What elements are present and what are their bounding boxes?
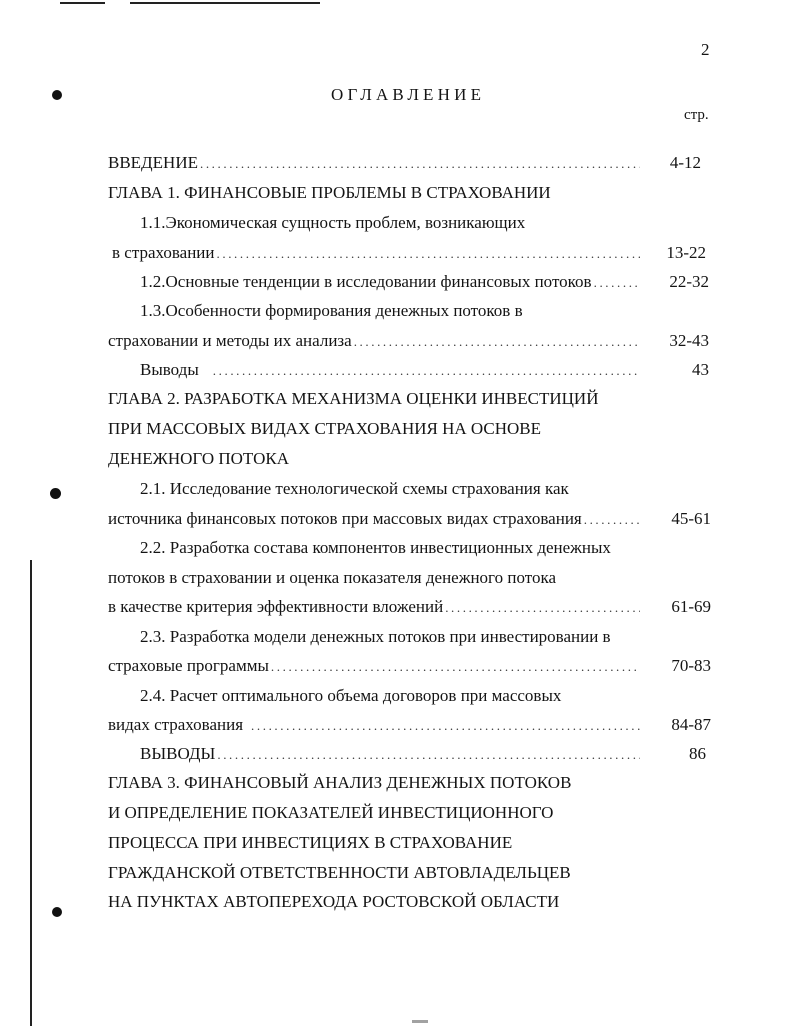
toc-entry-text: ГЛАВА 2. РАЗРАБОТКА МЕХАНИЗМА ОЦЕНКИ ИНВЕСТИЦИЙ [108,389,599,408]
toc-entry-text: видах страхования [108,715,244,734]
toc-chapter-3-line3 [108,832,512,854]
toc-entry-2-1-line1 [140,478,569,500]
toc-chapter-3-line5 [108,891,559,913]
toc-page-number: 43 [692,360,709,379]
toc-entry-text: ГЛАВА 3. ФИНАНСОВЫЙ АНАЛИЗ ДЕНЕЖНЫХ ПОТОКОВ [108,773,572,792]
toc-chapter-3-line4 [108,862,571,884]
scan-edge-left [30,560,32,1026]
leader-dots [217,744,640,766]
scan-smear [412,1020,428,1023]
toc-entry-2-3-line2 [108,655,642,677]
binder-hole-1 [52,90,62,100]
toc-page-number: 45-61 [671,509,711,528]
leader-dots [354,331,640,353]
toc-entry-1-2 [140,271,642,293]
toc-entry-text: в качестве критерия эффективности вложений [108,597,444,616]
toc-entry-text: 2.2. Разработка состава компонентов инвестиционных денежных [140,538,611,557]
toc-entry-text: источника финансовых потоков при массовых видах страхования [108,509,582,528]
toc-entry-text: ГРАЖДАНСКОЙ ОТВЕТСТВЕННОСТИ АВТОВЛАДЕЛЬЦЕВ [108,863,571,882]
toc-entry-1-1-line2 [112,242,642,264]
toc-entry-intro [108,152,642,174]
toc-chapter-1 [108,182,551,204]
toc-entry-1-3-line1 [140,300,523,322]
toc-page-number: 86 [689,744,706,763]
toc-page-number: 22-32 [669,272,709,291]
scan-edge-top-left [60,2,105,4]
toc-entry-text: ВЫВОДЫ [140,744,216,763]
toc-entry-text: 2.3. Разработка модели денежных потоков при инвестировании в [140,627,611,646]
leader-dots [251,715,640,737]
page-column-label: стр. [684,107,709,123]
toc-entry-2-4-line1 [140,685,561,707]
toc-entry-text: 2.1. Исследование технологической схемы страхования как [140,479,569,498]
toc-chapter-2-line1 [108,388,599,410]
toc-entry-2-4-line2 [108,714,642,736]
page-title: ОГЛАВЛЕНИЕ [331,85,486,104]
toc-page-number: 61-69 [671,597,711,616]
leader-dots [594,272,640,294]
toc-entry-text: 2.4. Расчет оптимального объема договоров при массовых [140,686,562,705]
leader-dots [213,360,640,382]
toc-entry-text: страховые программы [108,656,269,675]
toc-entry-text: НА ПУНКТАХ АВТОПЕРЕХОДА РОСТОВСКОЙ ОБЛАСТИ [108,892,560,911]
leader-dots [584,509,640,531]
toc-entry-conclusions-2 [140,743,642,765]
binder-hole-2 [50,488,61,499]
toc-entry-2-2-line1 [140,537,611,559]
toc-entry-2-1-line2 [108,508,642,530]
toc-page-number: 4-12 [669,153,701,172]
leader-dots [445,597,640,619]
toc-entry-text: в страховании [112,243,215,262]
toc-entry-conclusions-1 [140,359,642,381]
toc-page-number: 84-87 [671,715,711,734]
toc-entry-text: ГЛАВА 1. ФИНАНСОВЫЕ ПРОБЛЕМЫ В СТРАХОВАНИИ [108,183,551,202]
toc-entry-text: И ОПРЕДЕЛЕНИЕ ПОКАЗАТЕЛЕЙ ИНВЕСТИЦИОННОГО [108,803,554,822]
toc-page-number: 70-83 [671,656,711,675]
toc-chapter-3-line2 [108,802,553,824]
toc-entry-text: ПРОЦЕССА ПРИ ИНВЕСТИЦИЯХ В СТРАХОВАНИЕ [108,833,513,852]
toc-entry-text: 1.3.Особенности формирования денежных потоков в [140,301,523,320]
toc-entry-text: 1.1.Экономическая сущность проблем, возникающих [140,213,526,232]
toc-chapter-3-line1 [108,772,571,794]
toc-entry-text: потоков в страховании и оценка показателя денежного потока [108,568,556,587]
toc-chapter-2-line3 [108,448,289,470]
binder-hole-3 [52,907,62,917]
leader-dots [271,656,640,678]
toc-entry-2-3-line1 [140,626,611,648]
toc-entry-1-3-line2 [108,330,642,352]
toc-entry-text: ДЕНЕЖНОГО ПОТОКА [108,449,289,468]
toc-entry-text: 1.2.Основные тенденции в исследовании финансовых потоков [140,272,592,291]
toc-entry-2-2-line2 [108,567,556,589]
scan-edge-top-right [130,2,320,4]
toc-entry-text: страховании и методы их анализа [108,331,352,350]
toc-entry-text: Выводы [140,360,199,379]
page-number: 2 [701,40,710,59]
toc-page-number: 32-43 [669,331,709,350]
leader-dots [200,153,640,175]
toc-entry-text: ПРИ МАССОВЫХ ВИДАХ СТРАХОВАНИЯ НА ОСНОВЕ [108,419,542,438]
toc-page-number: 13-22 [666,243,706,262]
leader-dots [217,243,641,265]
toc-chapter-2-line2 [108,418,541,440]
toc-entry-2-2-line3 [108,596,642,618]
toc-entry-1-1-line1 [140,212,525,234]
toc-entry-text: ВВЕДЕНИЕ [108,153,198,172]
